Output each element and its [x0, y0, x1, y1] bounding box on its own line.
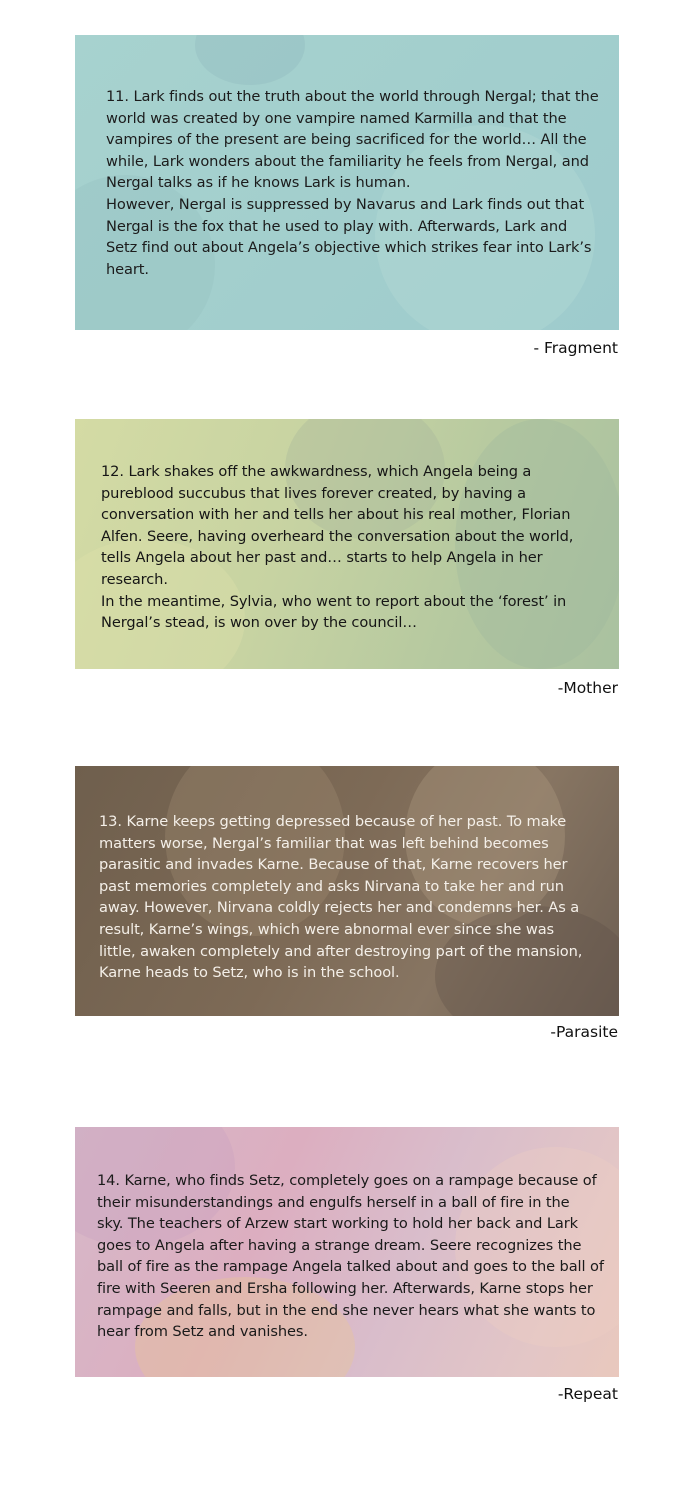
panel-caption-fragment: - Fragment	[533, 339, 618, 357]
panel-caption-mother: -Mother	[557, 679, 618, 697]
summary-panel-11	[75, 35, 619, 330]
panel-text: 12. Lark shakes off the awkwardness, which Angela being a pureblood succubus that lives forever created, by having a conversation with her and tells her about his real mother, Florian Alfen. Seere, having overheard the conversation about the world, tells Angela about her past and… starts to help Angela in her research. In the meantime, Sylvia, who went to report about the ‘forest’ in Nergal’s stead, is won over by the council…	[101, 463, 574, 632]
panel-text: 14. Karne, who finds Setz, completely goes on a rampage because of their misunderstandings and engulfs herself in a ball of fire in the sky. The teachers of Arzew start working to hold her back and Lark goes to Angela after having a strange dream. Seere recognizes the ball of fire as the rampage Angela talked about and goes to the ball of fire with Seeren and Ersha following her. Afterwards, Karne stops her rampage and falls, but in the end she never hears what she wants to hear from Setz and vanishes.	[97, 1172, 604, 1341]
summary-panel-13	[75, 766, 619, 1016]
summary-panel-12	[75, 419, 619, 669]
panel-caption-repeat: -Repeat	[557, 1385, 618, 1403]
panel-text: 11. Lark finds out the truth about the world through Nergal; that the world was created by one vampire named Karmilla and that the vampires of the present are being sacrificed for the world… All the while, Lark wonders about the familiarity he feels from Nergal, and Nergal talks as if he knows Lark is human. However, Nergal is suppressed by Navarus and Lark finds out that Nergal is the fox that he used to play with. Afterwards, Lark and Setz find out about Angela’s objective which strikes fear into Lark’s heart.	[106, 88, 599, 278]
panel-caption-parasite: -Parasite	[550, 1023, 618, 1041]
panel-text: 13. Karne keeps getting depressed because of her past. To make matters worse, Nergal’s familiar that was left behind becomes parasitic and invades Karne. Because of that, Karne recovers her past memories completely and asks Nirvana to take her and run away. However, Nirvana coldly rejects her and condemns her. As a result, Karne’s wings, which were abnormal ever since she was little, awaken completely and after destroying part of the mansion, Karne heads to Setz, who is in the school.	[99, 813, 583, 982]
summary-panel-14	[75, 1127, 619, 1377]
